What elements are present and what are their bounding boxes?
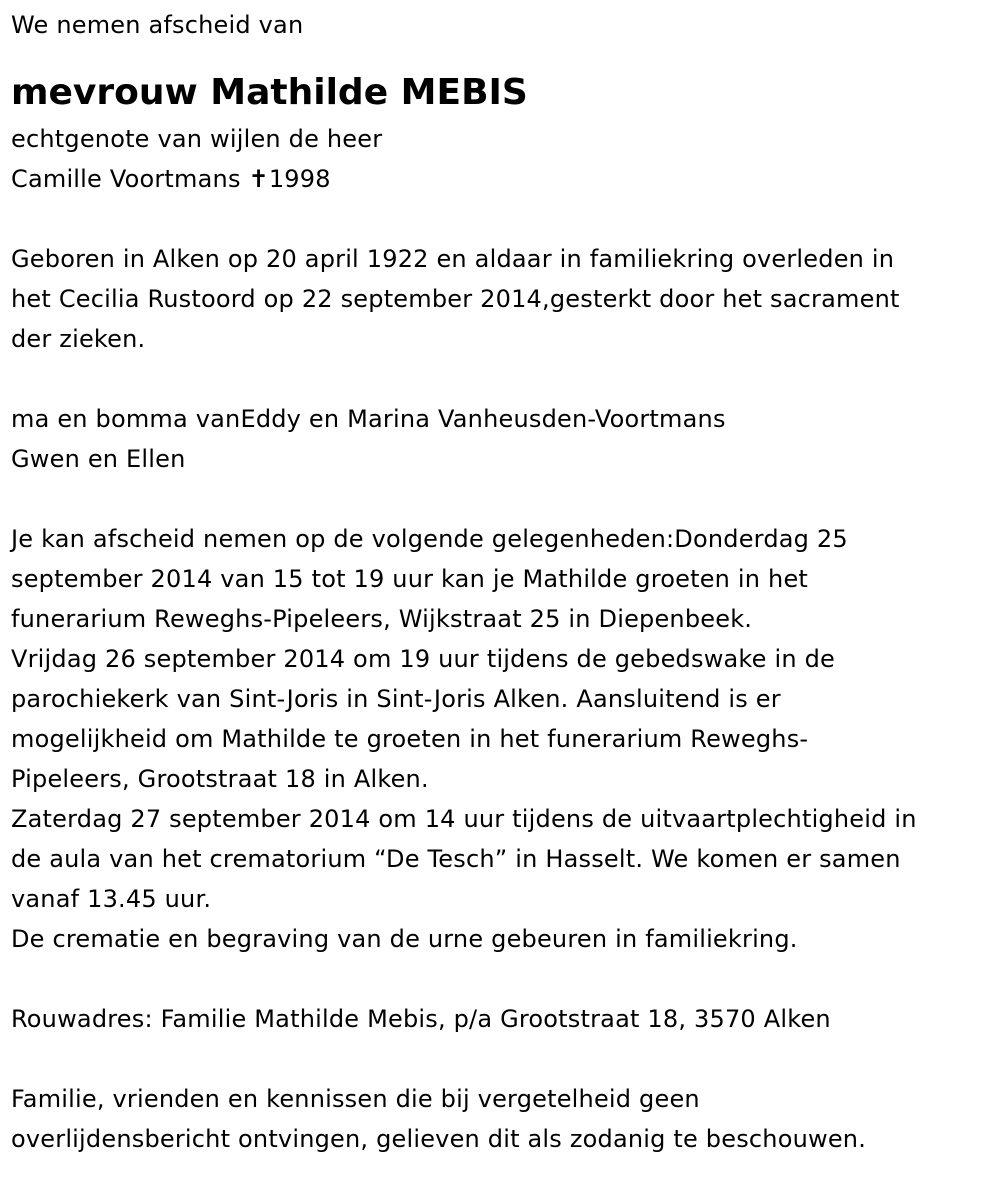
closing-line: Familie, vrienden en kennissen die bij vergetelheid geen [11,1085,700,1113]
farewell-line: Zaterdag 27 september 2014 om 14 uur tijdens de uitvaartplechtigheid in [11,805,917,833]
cross-icon: ✝ [248,165,269,193]
farewell-line: mogelijkheid om Mathilde te groeten in het funerarium Reweghs- [11,725,809,753]
closing-line: overlijdensbericht ontvingen, gelieven dit als zodanig te beschouwen. [11,1125,867,1153]
farewell-line: Vrijdag 26 september 2014 om 19 uur tijdens de gebedswake in de [11,645,835,673]
birth-death-line: der zieken. [11,325,146,353]
birth-death-line: het Cecilia Rustoord op 22 september 2014,gesterkt door het sacrament [11,285,900,313]
intro-text: We nemen afscheid van [11,11,304,39]
farewell-line: funerarium Reweghs-Pipeleers, Wijkstraat 25 in Diepenbeek. [11,605,753,633]
spacer [11,359,1000,399]
farewell-line: september 2014 van 15 tot 19 uur kan je Mathilde groeten in het [11,565,809,593]
family-paragraph [11,399,1000,479]
spouse-line-1: echtgenote van wijlen de heer [11,125,383,153]
farewell-line: Je kan afscheid nemen op de volgende gelegenheden:Donderdag 25 [11,525,848,553]
family-line: ma en bomma vanEddy en Marina Vanheusden-Voortmans [11,405,726,433]
family-line: Gwen en Ellen [11,445,186,473]
spacer [11,1039,1000,1079]
spacer [11,199,1000,239]
farewell-line: Pipeleers, Grootstraat 18 in Alken. [11,765,429,793]
mourning-address: Rouwadres: Familie Mathilde Mebis, p/a Grootstraat 18, 3570 Alken [11,1005,831,1033]
farewell-line: De crematie en begraving van de urne gebeuren in familiekring. [11,925,798,953]
farewell-line: vanaf 13.45 uur. [11,885,212,913]
spacer [11,479,1000,519]
spouse-death-year: 1998 [268,165,331,193]
birth-death-paragraph [11,239,1000,359]
farewell-paragraph [11,519,1000,959]
spacer [11,959,1000,999]
closing-paragraph [11,1079,1000,1159]
birth-death-line: Geboren in Alken op 20 april 1922 en aldaar in familiekring overleden in [11,245,895,273]
farewell-line: parochiekerk van Sint-Joris in Sint-Joris Alken. Aansluitend is er [11,685,781,713]
farewell-line: de aula van het crematorium “De Tesch” in Hasselt. We komen er samen [11,845,901,873]
spouse-name: Camille Voortmans [11,165,241,193]
deceased-name: mevrouw Mathilde MEBIS [11,72,528,113]
spouse-line-2 [11,159,1000,199]
